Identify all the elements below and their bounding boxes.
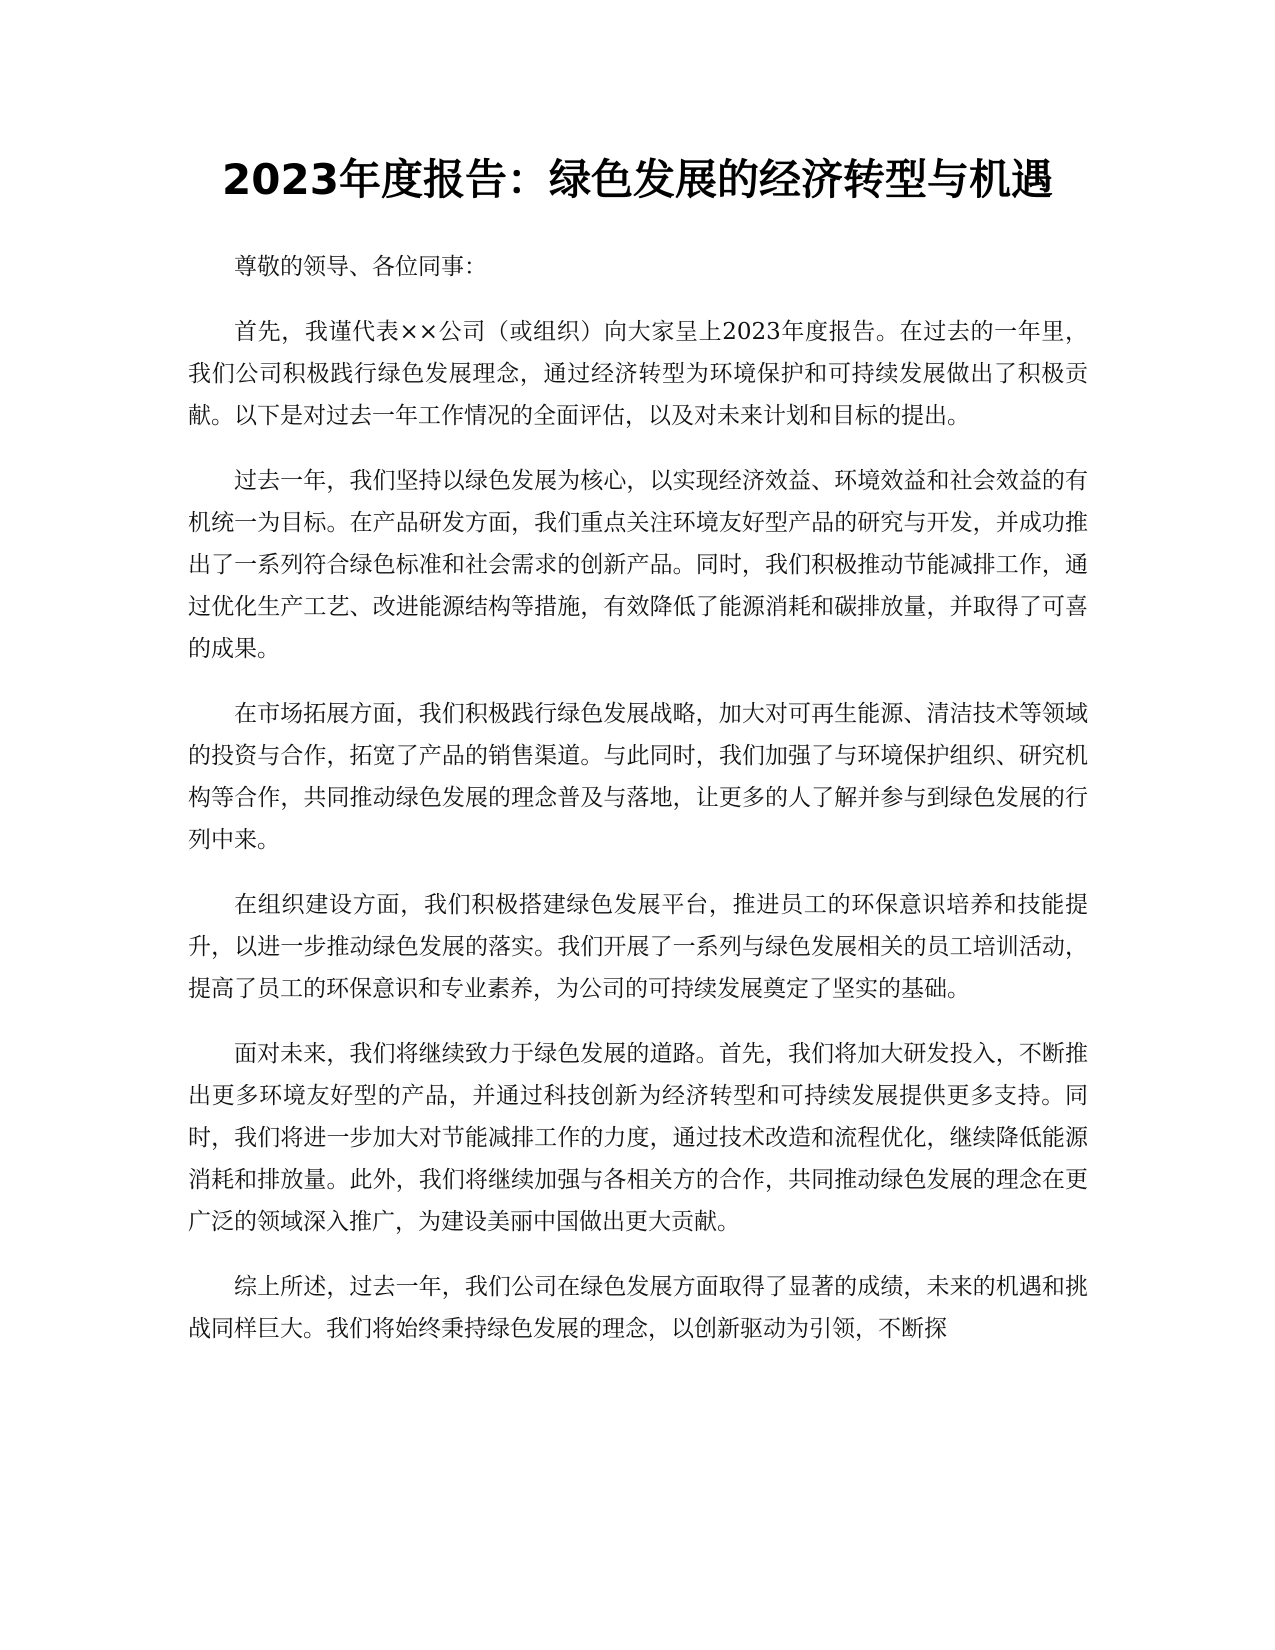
- salutation: 尊敬的领导、各位同事：: [234, 254, 487, 280]
- paragraph-market: 在市场拓展方面，我们积极践行绿色发展战略，加大对可再生能源、清洁技术等领域的投资与合作，拓宽了产品的销售渠道。与此同时，我们加强了与环境保护组织、研究机构等合作，共同推动绿色发展的理念普及与落地，让更多的人了解并参与到绿色发展的行列中来。: [188, 701, 1088, 853]
- paragraph-organization: 在组织建设方面，我们积极搭建绿色发展平台，推进员工的环保意识培养和技能提升，以进一步推动绿色发展的落实。我们开展了一系列与绿色发展相关的员工培训活动，提高了员工的环保意识和专业素养，为公司的可持续发展奠定了坚实的基础。: [188, 892, 1088, 1002]
- document-body: [188, 246, 1088, 1373]
- paragraph-review: 过去一年，我们坚持以绿色发展为核心，以实现经济效益、环境效益和社会效益的有机统一为目标。在产品研发方面，我们重点关注环境友好型产品的研究与开发，并成功推出了一系列符合绿色标准和社会需求的创新产品。同时，我们积极推动节能减排工作，通过优化生产工艺、改进能源结构等措施，有效降低了能源消耗和碳排放量，并取得了可喜的成果。: [188, 468, 1088, 662]
- paragraph-summary: 综上所述，过去一年，我们公司在绿色发展方面取得了显著的成绩，未来的机遇和挑战同样巨大。我们将始终秉持绿色发展的理念，以创新驱动为引领，不断探: [188, 1274, 1088, 1342]
- document-title: 2023年度报告：绿色发展的经济转型与机遇: [222, 155, 1053, 204]
- paragraph-introduction: 首先，我谨代表××公司（或组织）向大家呈上2023年度报告。在过去的一年里，我们公司积极践行绿色发展理念，通过经济转型为环境保护和可持续发展做出了积极贡献。以下是对过去一年工作情况的全面评估，以及对未来计划和目标的提出。: [188, 319, 1088, 429]
- paragraph-future: 面对未来，我们将继续致力于绿色发展的道路。首先，我们将加大研发投入，不断推出更多环境友好型的产品，并通过科技创新为经济转型和可持续发展提供更多支持。同时，我们将进一步加大对节能减排工作的力度，通过技术改造和流程优化，继续降低能源消耗和排放量。此外，我们将继续加强与各相关方的合作，共同推动绿色发展的理念在更广泛的领域深入推广，为建设美丽中国做出更大贡献。: [188, 1041, 1088, 1235]
